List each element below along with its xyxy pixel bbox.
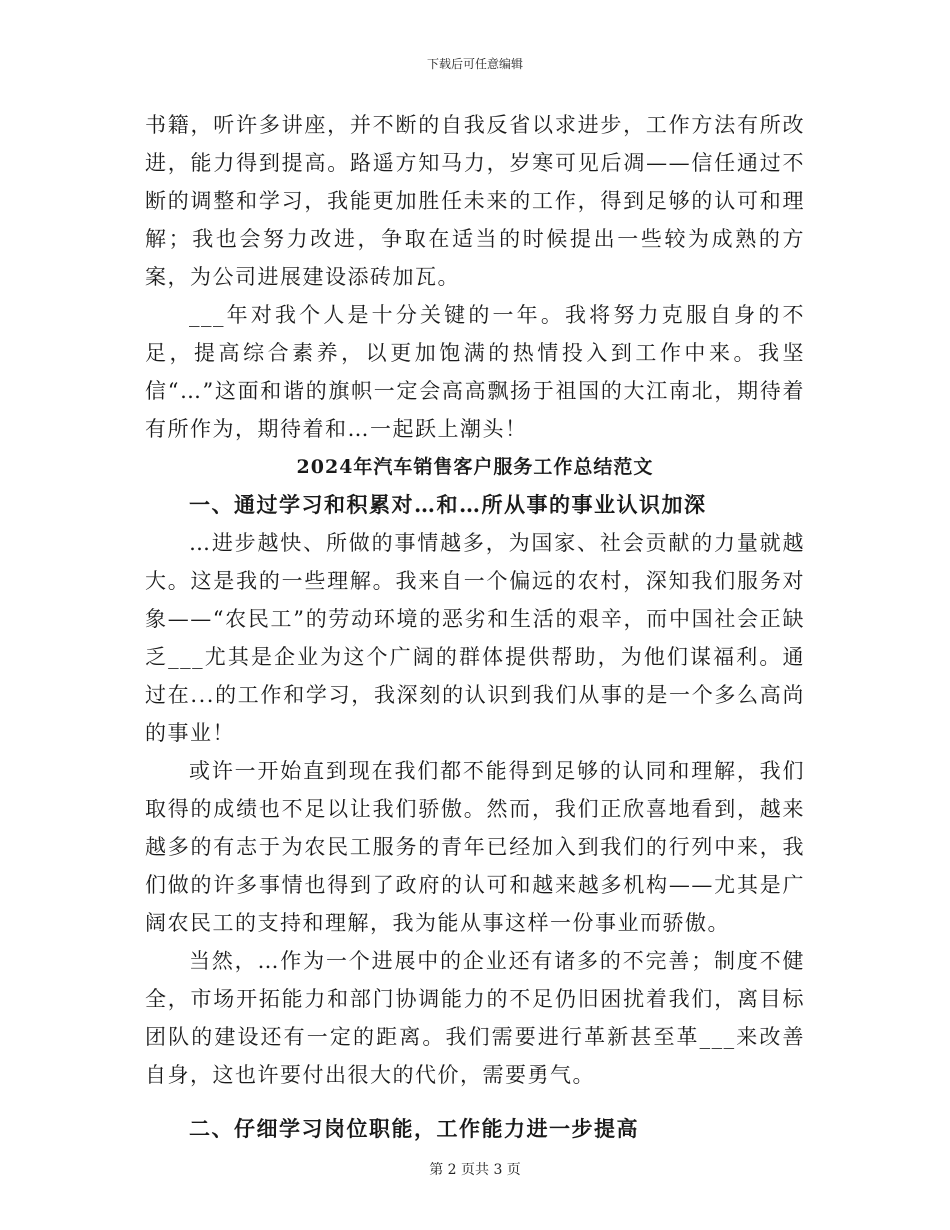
section1-paragraph-2: 或许一开始直到现在我们都不能得到足够的认同和理解，我们取得的成绩也不足以让我们骄傲。然而，我们正欣喜地看到，越来越多的有志于为农民工服务的青年已经加入到我们的行列中来，我们做的许多事情也得到了政府的认可和越来越多机构——尤其是广阔农民工的支持和理解，我为能从事这样一份事业而骄傲。	[145, 759, 805, 935]
section1-paragraph-3: 当然，…作为一个进展中的企业还有诸多的不完善；制度不健全，市场开拓能力和部门协调能力的不足仍旧困扰着我们，离目标团队的建设还有一定的距离。我们需要进行革新甚至革___来改善自身，这也许要付出很大的代价，需要勇气。	[145, 949, 805, 1087]
section-heading-2: 二、仔细学习岗位职能，工作能力进一步提高	[189, 1116, 639, 1141]
section1-paragraph-1: …进步越快、所做的事情越多，为国家、社会贡献的力量就越大。这是我的一些理解。我来自一个偏远的农村，深知我们服务对象——“农民工”的劳动环境的恶劣和生活的艰辛，而中国社会正缺乏___尤其是企业为这个广阔的群体提供帮助，为他们谋福利。通过在...的工作和学习，我深刻的认识到我们从事的是一个多么高尚的事业！	[145, 531, 805, 745]
document-body	[145, 106, 805, 1148]
page-header: 下载后可任意编辑	[426, 57, 523, 71]
paragraph-outlook: ___年对我个人是十分关键的一年。我将努力克服自身的不足，提高综合素养，以更加饱满的热情投入到工作中来。我坚信“…”这面和谐的旗帜一定会高高飘扬于祖国的大江南北，期待着有所作为，期待着和…一起跃上潮头！	[145, 303, 805, 441]
page-footer: 第 2 页共 3 页	[429, 1162, 521, 1178]
article-title: 2024年汽车销售客户服务工作总结范文	[296, 456, 654, 478]
section-heading-1: 一、通过学习和积累对…和…所从事的事业认识加深	[189, 492, 707, 517]
paragraph-continuation: 书籍，听许多讲座，并不断的自我反省以求进步，工作方法有所改进，能力得到提高。路遥方知马力，岁寒可见后凋——信任通过不断的调整和学习，我能更加胜任未来的工作，得到足够的认可和理解；我也会努力改进，争取在适当的时候提出一些较为成熟的方案，为公司进展建设添砖加瓦。	[145, 113, 805, 289]
